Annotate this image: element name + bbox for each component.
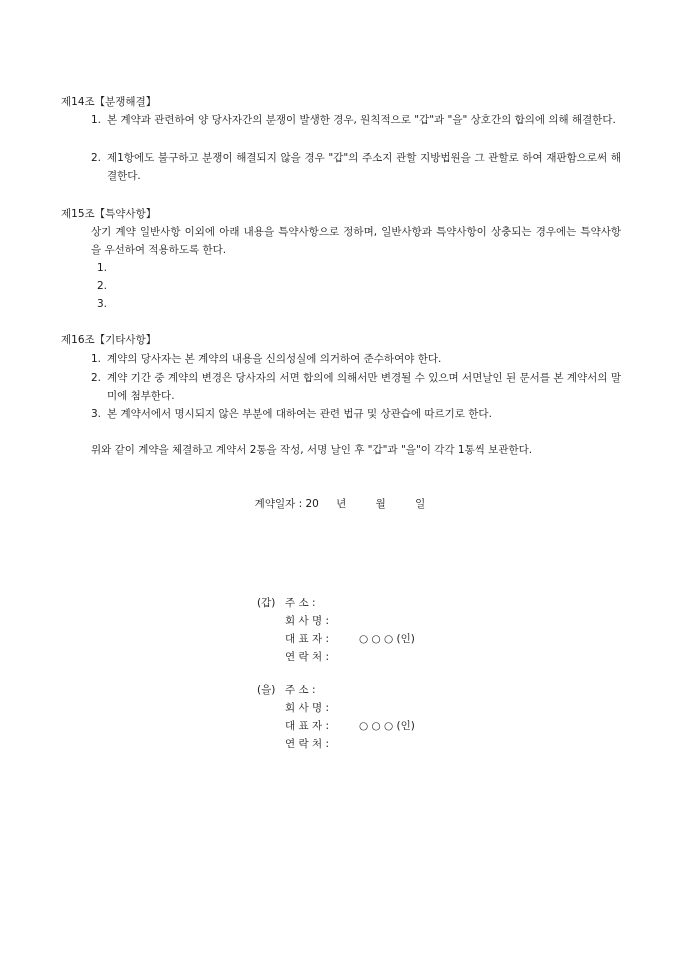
field-label: 주 소 : (285, 684, 316, 696)
contract-date-label: 계약일자 : 20 (254, 498, 319, 510)
party-b-contact (285, 735, 359, 753)
item-number: 1. (91, 114, 102, 126)
article-15-paragraph: 상기 계약 일반사항 이외에 아래 내용을 특약사항으로 정하며, 일반사항과 특약사항이 상충되는 경우에는 특약사항을 우선하여 적용하도록 한다. (91, 226, 621, 256)
item-number: 2. (91, 152, 102, 164)
contract-date-day: 일 (415, 498, 426, 510)
field-value: ○ ○ ○ (인) (359, 720, 415, 732)
item-text: 본 계약서에서 명시되지 않은 부분에 대하여는 관련 법규 및 상관습에 따르기로 한다. (107, 408, 492, 420)
party-a-company (285, 612, 359, 630)
party-b-company (285, 699, 359, 717)
article-16-item-3 (91, 405, 621, 423)
special-term-blank-2: 2. (97, 280, 108, 292)
item-text: 계약 기간 중 계약의 변경은 당사자의 서면 합의에 의해서만 변경될 수 있으며 서면날인 된 문서를 본 계약서의 말미에 첨부한다. (107, 372, 621, 402)
field-label: 대 표 자 : (285, 633, 329, 645)
field-label: 회 사 명 : (285, 615, 329, 627)
field-label: 회 사 명 : (285, 702, 329, 714)
contract-date-year: 년 (336, 498, 347, 510)
party-b-tag: (을) (257, 684, 276, 696)
item-number: 1. (91, 353, 102, 365)
contract-date (0, 495, 680, 513)
contract-date-month: 월 (375, 498, 386, 510)
field-label: 대 표 자 : (285, 720, 329, 732)
article-16-item-1 (91, 350, 621, 368)
article-14-item-1 (91, 111, 621, 129)
article-16-item-2 (91, 369, 621, 405)
item-number: 3. (91, 408, 102, 420)
item-number: 2. (91, 372, 102, 384)
item-text: 제1항에도 불구하고 분쟁이 해결되지 않을 경우 "갑"의 주소지 관할 지방법원을 그 관할로 하여 재판함으로써 해결한다. (107, 152, 621, 182)
article-14-title: 제14조【분쟁해결】 (61, 96, 157, 108)
field-label: 연 락 처 : (285, 651, 329, 663)
article-15-title: 제15조【특약사항】 (61, 208, 157, 220)
field-value: ○ ○ ○ (인) (359, 633, 415, 645)
item-text: 본 계약과 관련하여 양 당사자간의 분쟁이 발생한 경우, 원칙적으로 "갑"과 "을" 상호간의 합의에 의해 해결한다. (107, 114, 616, 126)
party-a-tag: (갑) (257, 597, 276, 609)
closing-statement: 위와 같이 계약을 체결하고 계약서 2통을 작성, 서명 날인 후 "갑"과 "을"이 각각 1통씩 보관한다. (91, 444, 533, 456)
party-a-address (285, 594, 359, 612)
special-term-blank-3: 3. (97, 298, 108, 310)
field-label: 연 락 처 : (285, 738, 329, 750)
special-term-blank-1: 1. (97, 262, 108, 274)
party-b-address (285, 681, 359, 699)
party-a-contact (285, 648, 359, 666)
article-16-title: 제16조【기타사항】 (61, 334, 157, 346)
article-14-item-2 (91, 149, 621, 185)
field-label: 주 소 : (285, 597, 316, 609)
party-b-representative (285, 717, 415, 735)
item-text: 계약의 당사자는 본 계약의 내용을 신의성실에 의거하여 준수하여야 한다. (107, 353, 442, 365)
party-a-representative (285, 630, 415, 648)
